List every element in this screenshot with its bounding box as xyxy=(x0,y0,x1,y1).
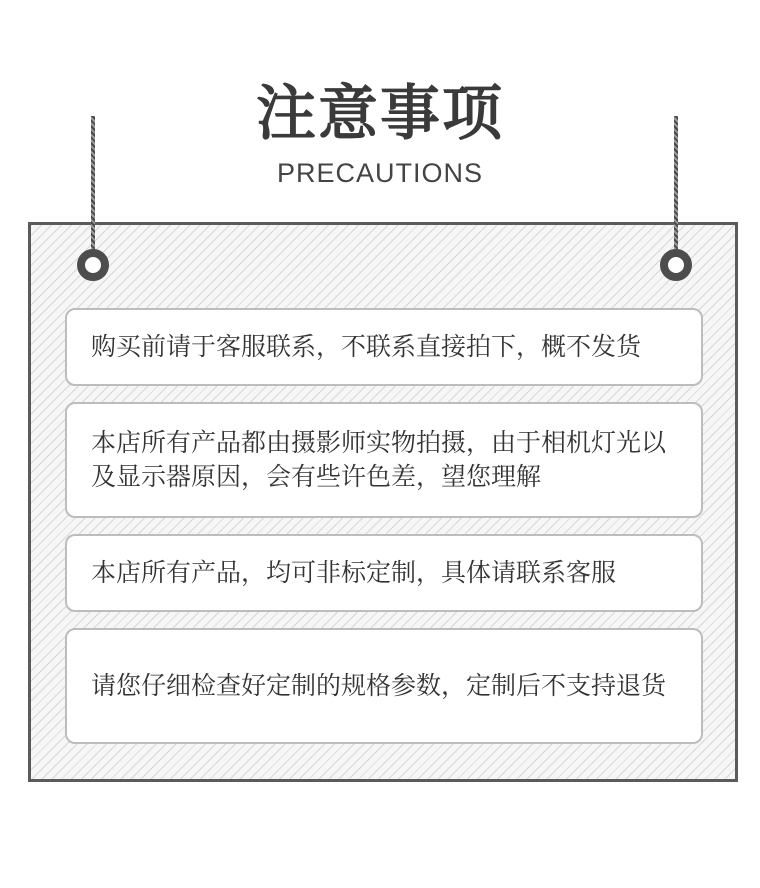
page-subtitle: PRECAUTIONS xyxy=(276,158,484,188)
hanging-rope-right xyxy=(674,116,678,252)
notice-item xyxy=(65,402,703,518)
hanging-ring-right-icon xyxy=(660,249,692,281)
notice-text: 本店所有产品，均可非标定制，具体请联系客服 xyxy=(91,558,617,587)
page-title: 注意事项 xyxy=(256,79,504,149)
notice-text: 购买前请于客服联系，不联系直接拍下，概不发货 xyxy=(91,332,642,361)
notice-text: 请您仔细检查好定制的规格参数，定制后不支持退货 xyxy=(91,671,667,700)
notice-item xyxy=(65,308,703,386)
hanging-ring-left-icon xyxy=(77,249,109,281)
notice-item xyxy=(65,534,703,612)
hanging-rope-left xyxy=(91,116,95,252)
notice-item xyxy=(65,628,703,744)
notice-text: 本店所有产品都由摄影师实物拍摄，由于相机灯光以及显示器原因，会有些许色差，望您理解 xyxy=(91,428,667,491)
